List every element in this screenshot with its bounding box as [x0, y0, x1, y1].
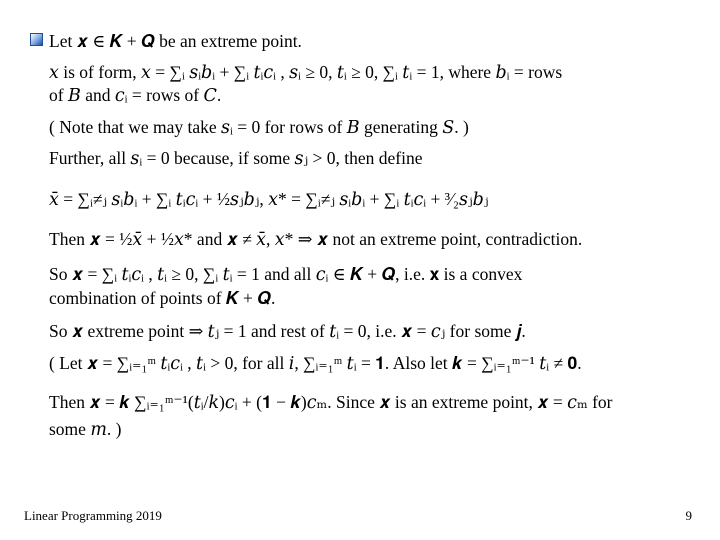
line-10: So 𝒙 extreme point ⇒ 𝑡ⱼ = 1 and rest of 𝑡ᵢ = 0, i.e. 𝒙 = 𝑐ⱼ for some 𝒋.	[49, 321, 526, 341]
footer-course-title: Linear Programming 2019	[24, 508, 162, 523]
line-7: Then 𝒙 = ½𝑥̄ + ½𝑥* and 𝒙 ≠ 𝑥̄, 𝑥* ⇒ 𝒙 not an extreme point, contradiction.	[49, 229, 583, 249]
line-12: Then 𝒙 = 𝒌 ∑ᵢ₌₁ᵐ⁻¹(𝑡ᵢ/𝑘)𝑐ᵢ + (𝟏 − 𝒌)𝑐ₘ. Since 𝒙 is an extreme point, 𝒙 = 𝑐ₘ for	[49, 392, 613, 412]
line-8: So 𝒙 = ∑ᵢ 𝑡ᵢ𝑐ᵢ , 𝑡ᵢ ≥ 0, ∑ᵢ 𝑡ᵢ = 1 and all 𝑐ᵢ ∈ 𝑲 + 𝑸, i.e. 𝐱 is a convex	[49, 264, 523, 284]
line-6: 𝑥̄ = ∑ᵢ≠ⱼ 𝑠ᵢ𝑏ᵢ + ∑ᵢ 𝑡ᵢ𝑐ᵢ + ½𝑠ⱼ𝑏ⱼ, 𝑥* = ∑ᵢ≠ⱼ 𝑠ᵢ𝑏ᵢ + ∑ᵢ 𝑡ᵢ𝑐ᵢ + ³⁄₂𝑠ⱼ𝑏ⱼ	[49, 189, 489, 209]
line-4: ( Note that we may take 𝑠ᵢ = 0 for rows of 𝐵 generating 𝑆. )	[49, 117, 469, 137]
line-13: some 𝑚. )	[49, 419, 122, 439]
square-bullet-icon	[30, 33, 43, 46]
line-2: 𝑥 is of form, 𝑥 = ∑ᵢ 𝑠ᵢ𝑏ᵢ + ∑ᵢ 𝑡ᵢ𝑐ᵢ , 𝑠ᵢ ≥ 0, 𝑡ᵢ ≥ 0, ∑ᵢ 𝑡ᵢ = 1, where 𝑏ᵢ = rows	[49, 62, 563, 82]
line-9: combination of points of 𝑲 + 𝑸.	[49, 288, 276, 308]
line-5: Further, all 𝑠ᵢ = 0 because, if some 𝑠ⱼ > 0, then define	[49, 148, 423, 168]
line-1: Let 𝒙 ∈ 𝑲 + 𝑸 be an extreme point.	[49, 31, 302, 51]
footer-page-number: 9	[685, 508, 692, 523]
line-11: ( Let 𝒙 = ∑ᵢ₌₁ᵐ 𝑡ᵢ𝑐ᵢ , 𝑡ᵢ > 0, for all 𝑖, ∑ᵢ₌₁ᵐ 𝑡ᵢ = 𝟏. Also let 𝒌 = ∑ᵢ₌₁ᵐ⁻¹ 𝑡ᵢ ≠ 𝟎.	[49, 353, 582, 373]
line-3: of 𝐵 and 𝑐ᵢ = rows of 𝐶.	[49, 85, 222, 105]
